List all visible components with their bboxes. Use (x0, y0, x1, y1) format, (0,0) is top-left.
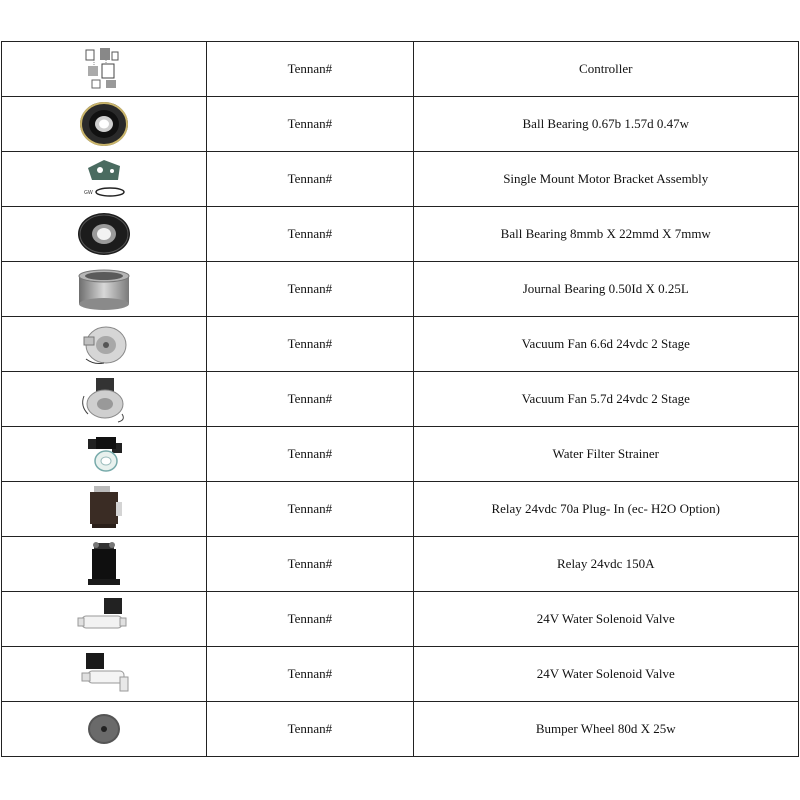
brand-cell: Tennan# (207, 207, 413, 262)
description-cell: Bumper Wheel 80d X 25w (413, 702, 799, 757)
ball-bearing-icon (74, 209, 134, 259)
brand-cell: Tennan# (207, 702, 413, 757)
brand-cell: Tennan# (207, 482, 413, 537)
bumper-wheel-icon (74, 704, 134, 754)
svg-text:GW: GW (84, 190, 93, 196)
image-cell (2, 97, 207, 152)
table-row (2, 372, 799, 427)
ball-bearing-icon (74, 99, 134, 149)
image-cell (2, 702, 207, 757)
vacuum-fan-icon (74, 319, 134, 369)
description-cell: Ball Bearing 8mmb X 22mmd X 7mmw (413, 207, 799, 262)
brand-cell: Tennan# (207, 427, 413, 482)
table-row (2, 262, 799, 317)
table-row (2, 537, 799, 592)
description-cell: Single Mount Motor Bracket Assembly (413, 152, 799, 207)
solenoid-valve-icon (74, 594, 134, 644)
image-cell (2, 482, 207, 537)
brand-cell: Tennan# (207, 152, 413, 207)
description-cell: Controller (413, 42, 799, 97)
image-cell (2, 537, 207, 592)
image-cell (2, 427, 207, 482)
relay-150a-icon (74, 539, 134, 589)
solenoid-valve-icon (74, 649, 134, 699)
description-cell: Relay 24vdc 70a Plug- In (ec- H2O Option) (413, 482, 799, 537)
table-row (2, 482, 799, 537)
table-row (2, 97, 799, 152)
image-cell (2, 647, 207, 702)
motor-bracket-icon (74, 154, 134, 204)
table-row (2, 152, 799, 207)
description-cell: Journal Bearing 0.50Id X 0.25L (413, 262, 799, 317)
table-row (2, 592, 799, 647)
controller-diagram-icon (74, 44, 134, 94)
description-cell: Relay 24vdc 150A (413, 537, 799, 592)
relay-plug-in-icon (74, 484, 134, 534)
brand-cell: Tennan# (207, 537, 413, 592)
brand-cell: Tennan# (207, 592, 413, 647)
journal-bearing-icon (74, 264, 134, 314)
water-filter-icon (74, 429, 134, 479)
brand-cell: Tennan# (207, 647, 413, 702)
parts-table-body (2, 42, 799, 757)
description-cell: Vacuum Fan 5.7d 24vdc 2 Stage (413, 372, 799, 427)
brand-cell: Tennan# (207, 262, 413, 317)
image-cell (2, 42, 207, 97)
parts-table (1, 41, 799, 757)
image-cell (2, 592, 207, 647)
image-cell (2, 152, 207, 207)
image-cell (2, 262, 207, 317)
image-cell (2, 372, 207, 427)
table-row (2, 427, 799, 482)
image-cell (2, 317, 207, 372)
table-row (2, 647, 799, 702)
description-cell: Vacuum Fan 6.6d 24vdc 2 Stage (413, 317, 799, 372)
description-cell: Water Filter Strainer (413, 427, 799, 482)
description-cell: 24V Water Solenoid Valve (413, 592, 799, 647)
table-row (2, 42, 799, 97)
table-row (2, 702, 799, 757)
brand-cell: Tennan# (207, 97, 413, 152)
brand-cell: Tennan# (207, 372, 413, 427)
image-cell (2, 207, 207, 262)
brand-cell: Tennan# (207, 42, 413, 97)
vacuum-fan-icon (74, 374, 134, 424)
brand-cell: Tennan# (207, 317, 413, 372)
description-cell: 24V Water Solenoid Valve (413, 647, 799, 702)
table-row (2, 317, 799, 372)
description-cell: Ball Bearing 0.67b 1.57d 0.47w (413, 97, 799, 152)
table-row (2, 207, 799, 262)
